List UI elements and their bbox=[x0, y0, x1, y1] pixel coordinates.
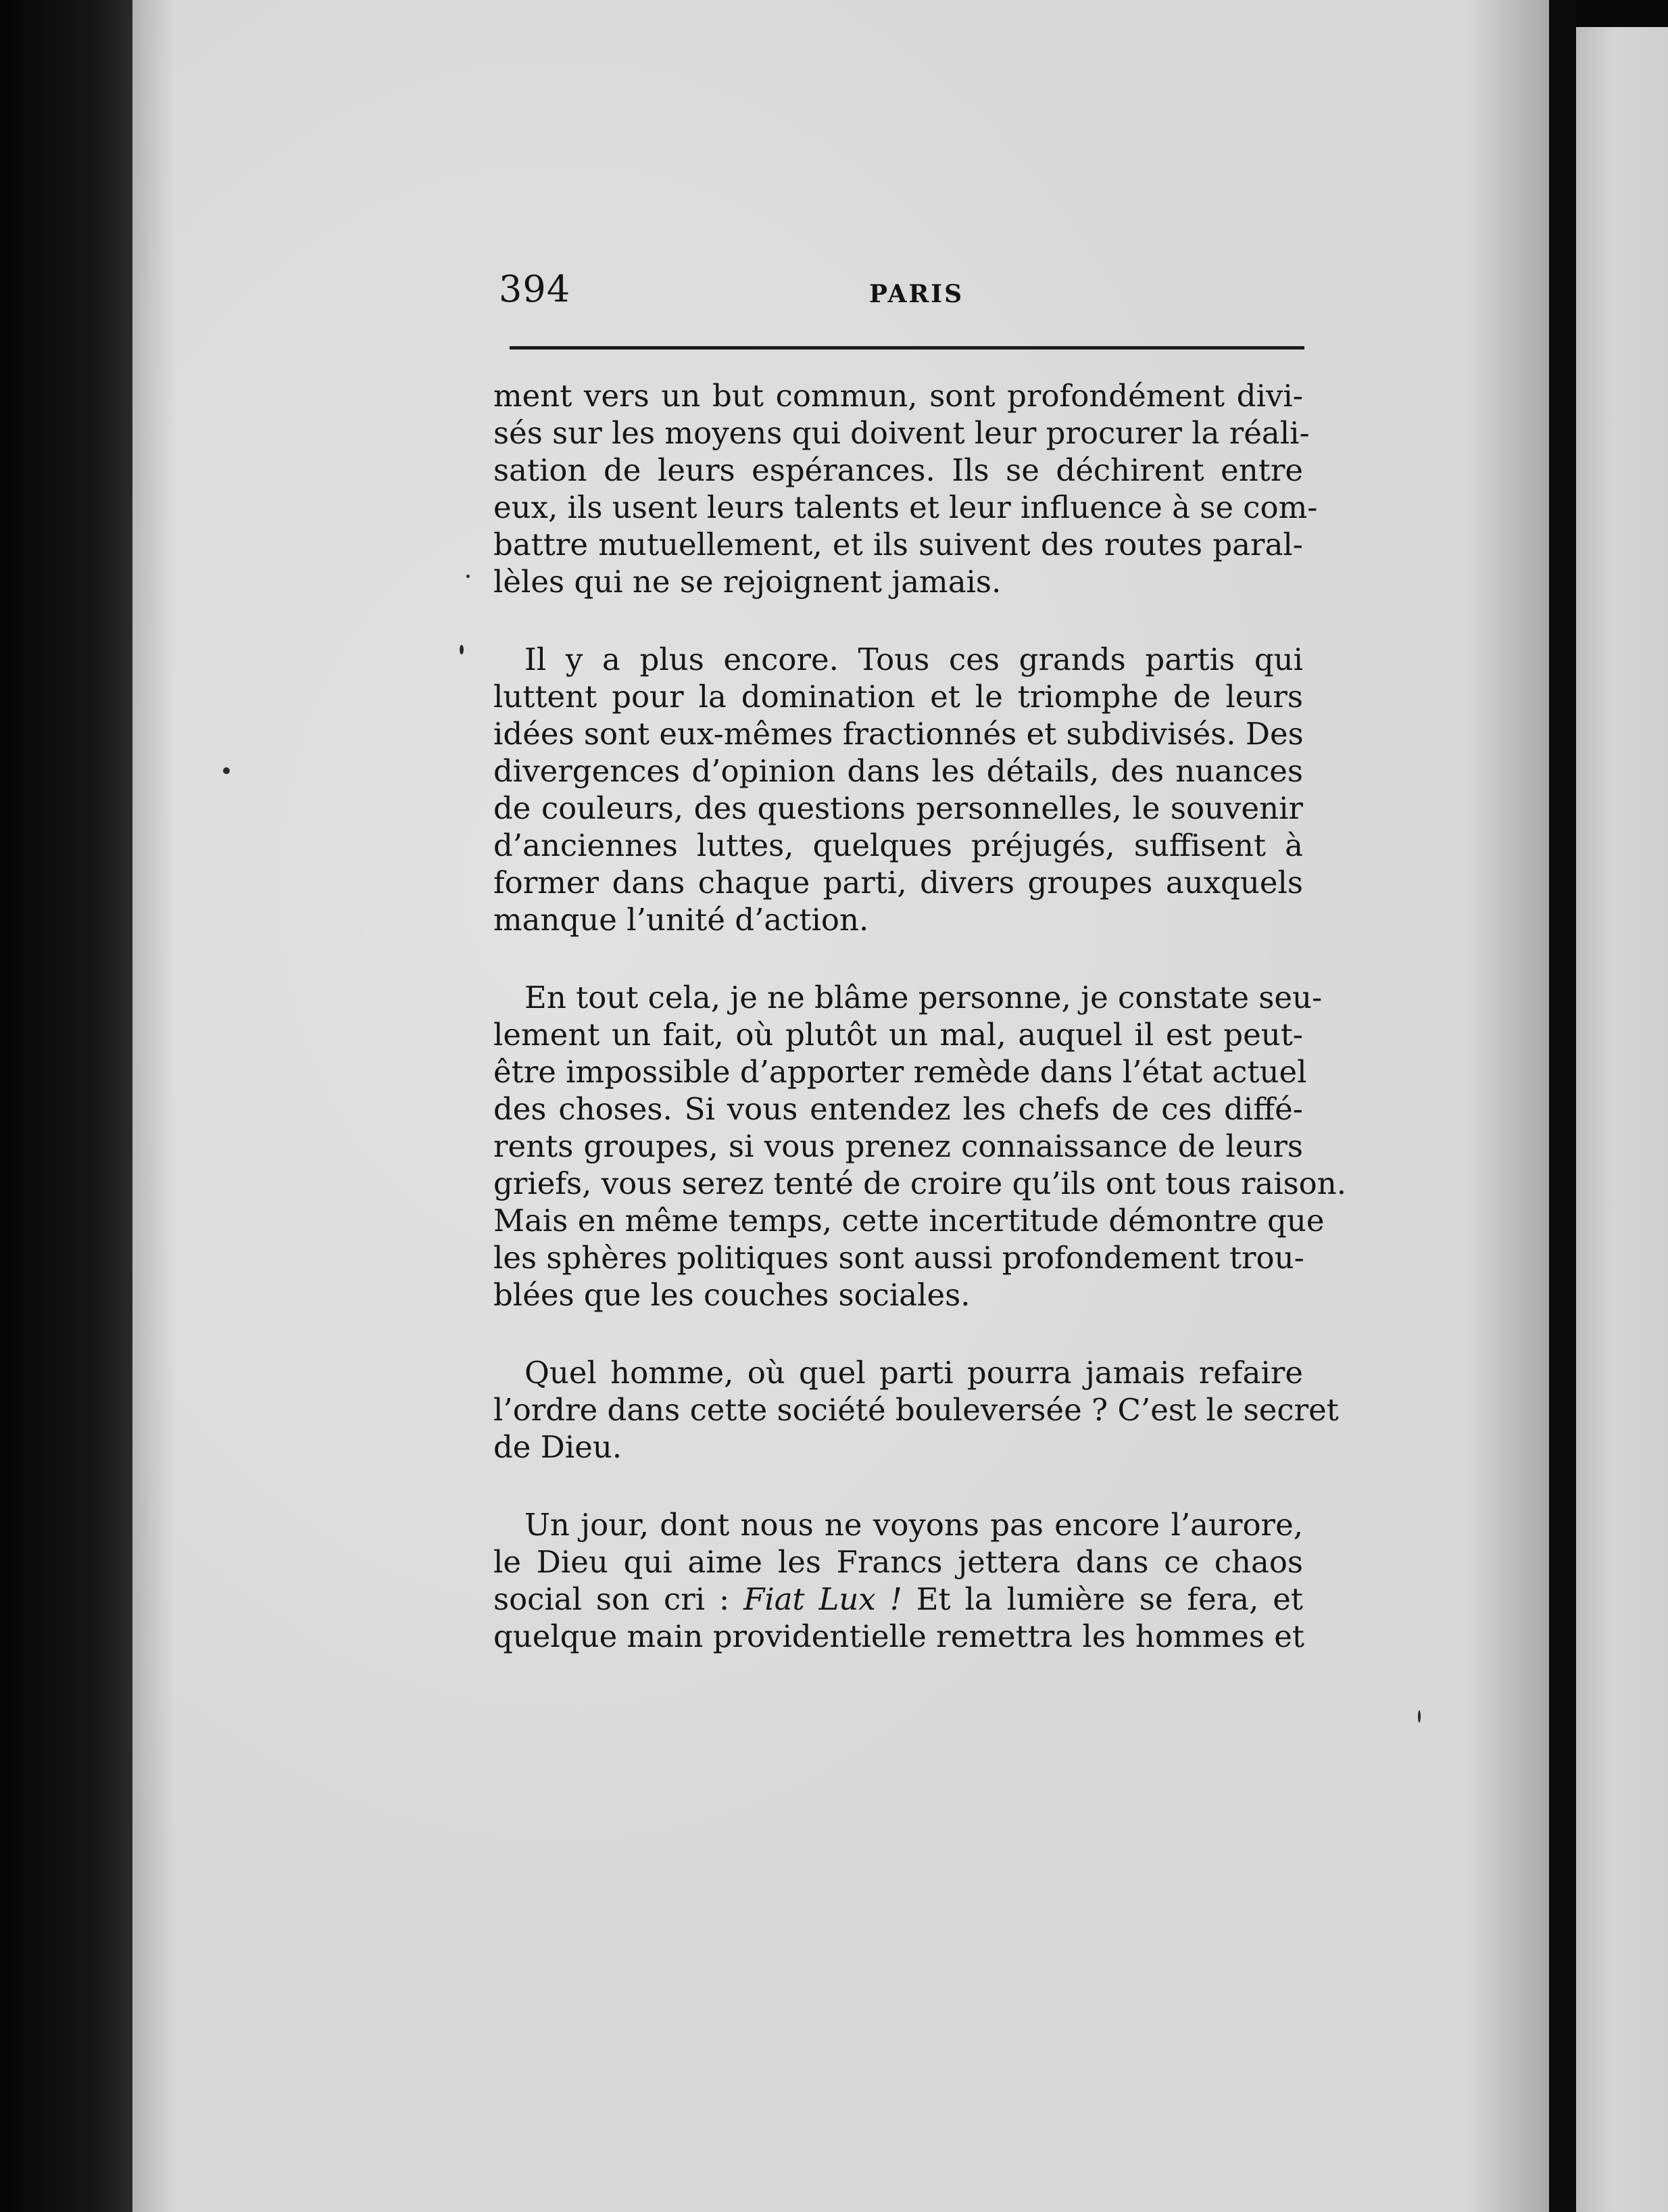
header-rule bbox=[510, 346, 1304, 350]
running-title: PARIS bbox=[869, 280, 964, 308]
text-line: lement un fait, où plutôt un mal, auquel il est peut- bbox=[493, 1017, 1303, 1053]
text-line: des choses. Si vous entendez les chefs de ces diffé- bbox=[493, 1091, 1303, 1127]
text-line: En tout cela, je ne blâme personne, je constate seu- bbox=[524, 980, 1323, 1015]
text-line: les sphères politiques sont aussi profondement trou- bbox=[493, 1240, 1304, 1276]
paragraph bbox=[493, 1506, 1303, 1655]
text-line: eux, ils usent leurs talents et leur influence à se com- bbox=[493, 489, 1318, 525]
text-line: Il y a plus encore. Tous ces grands partis qui bbox=[524, 642, 1303, 677]
scan-speck bbox=[223, 767, 230, 774]
text-line: d’anciennes luttes, quelques préjugés, suffisent à bbox=[493, 827, 1303, 863]
facing-page-edge bbox=[1576, 27, 1668, 2212]
page-header bbox=[499, 258, 1303, 312]
text-line: quelque main providentielle remettra les hommes et bbox=[493, 1618, 1305, 1654]
scan-speck bbox=[466, 575, 470, 578]
text-line: idées sont eux-mêmes fractionnés et subdivisés. Des bbox=[493, 716, 1304, 752]
text-line: luttent pour la domination et le triomphe de leurs bbox=[493, 679, 1303, 715]
text-line: l’ordre dans cette société bouleversée ? C’est le secret bbox=[493, 1392, 1339, 1428]
text-line: sation de leurs espérances. Ils se déchirent entre bbox=[493, 452, 1303, 488]
page-number: 394 bbox=[499, 268, 571, 310]
scan-speck bbox=[460, 645, 464, 654]
binding-shadow bbox=[0, 0, 132, 2212]
text-line: griefs, vous serez tenté de croire qu’ils ont tous raison. bbox=[493, 1165, 1347, 1201]
text-line: social son cri : Fiat Lux ! Et la lumière se fera, et bbox=[493, 1581, 1303, 1617]
text-line: battre mutuellement, et ils suivent des routes paral- bbox=[493, 527, 1303, 562]
text-line: lèles qui ne se rejoignent jamais. bbox=[493, 564, 1002, 600]
body-text bbox=[493, 377, 1347, 1696]
text-line: de couleurs, des questions personnelles, le souvenir bbox=[493, 790, 1303, 826]
text-line: former dans chaque parti, divers groupes auxquels bbox=[493, 865, 1303, 900]
text-line: Un jour, dont nous ne voyons pas encore l’aurore, bbox=[524, 1507, 1303, 1543]
text-line: manque l’unité d’action. bbox=[493, 902, 869, 938]
latin-phrase: Fiat Lux ! bbox=[743, 1581, 902, 1617]
text-line: ment vers un but commun, sont profondément divi- bbox=[493, 378, 1303, 414]
paragraph bbox=[493, 979, 1347, 1314]
text-line: de Dieu. bbox=[493, 1429, 622, 1465]
text-line: être impossible d’apporter remède dans l’état actuel bbox=[493, 1054, 1307, 1090]
paragraph bbox=[493, 1354, 1339, 1466]
paragraph bbox=[493, 641, 1303, 938]
scan-speck bbox=[1418, 1710, 1421, 1723]
text-line: rents groupes, si vous prenez connaissance de leurs bbox=[493, 1128, 1303, 1164]
text-line: sés sur les moyens qui doivent leur procurer la réali- bbox=[493, 415, 1310, 451]
text-line: Quel homme, où quel parti pourra jamais refaire bbox=[524, 1355, 1303, 1391]
paragraph bbox=[493, 377, 1318, 600]
gutter-shadow bbox=[1549, 0, 1576, 2212]
text-line: le Dieu qui aime les Francs jettera dans ce chaos bbox=[493, 1544, 1303, 1580]
text-line: Mais en même temps, cette incertitude démontre que bbox=[493, 1203, 1325, 1239]
text-line: blées que les couches sociales. bbox=[493, 1277, 971, 1313]
text-line: divergences d’opinion dans les détails, des nuances bbox=[493, 753, 1303, 789]
